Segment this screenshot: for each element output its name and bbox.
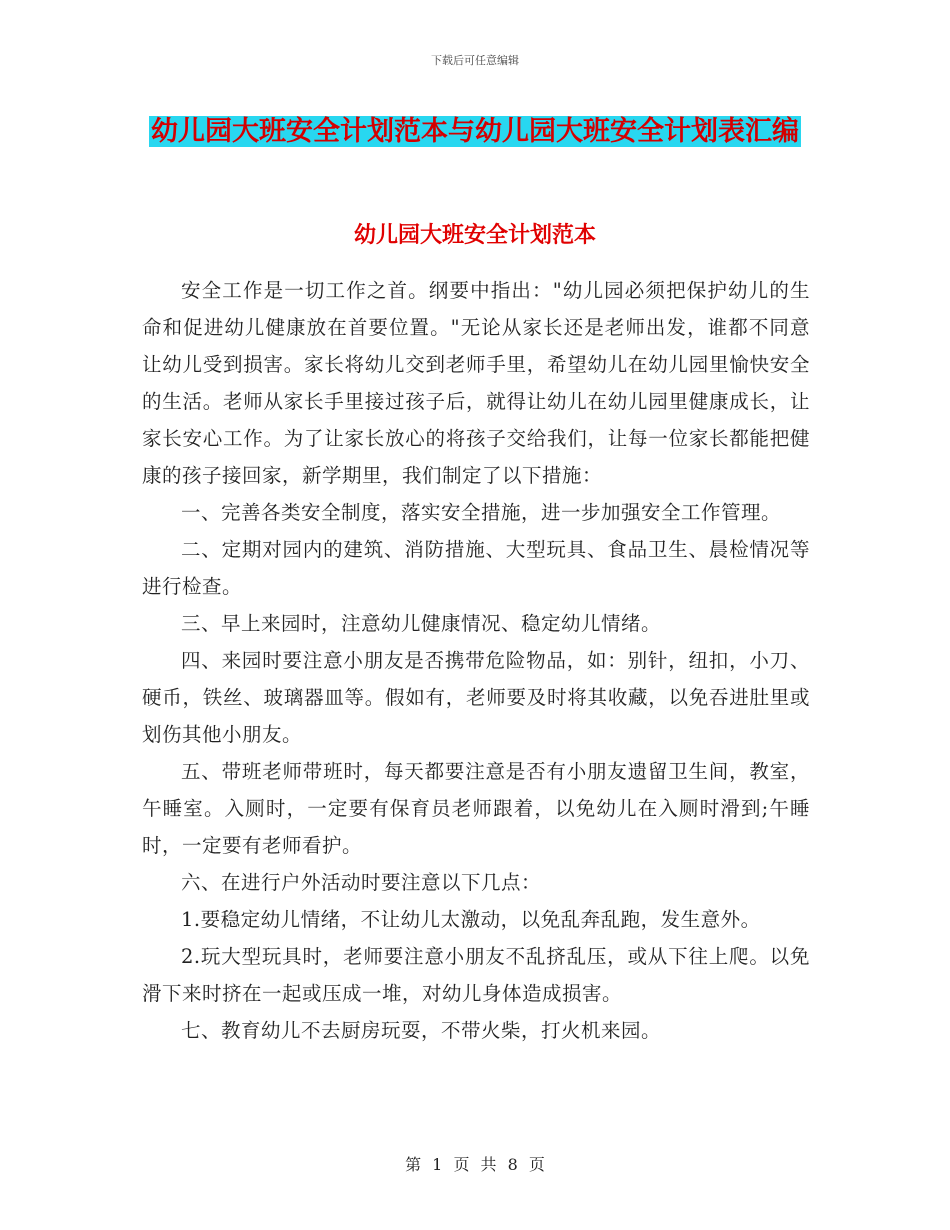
paragraph-item-5: 五、带班老师带班时，每天都要注意是否有小朋友遗留卫生间，教室，午睡室。入厕时，一定要有保育员老师跟着，以免幼儿在入厕时滑到;午睡时，一定要有老师看护。 [142, 760, 810, 857]
header-note: 下载后可任意编辑 [431, 54, 519, 67]
document-title [140, 108, 810, 156]
paragraph-item-3: 三、早上来园时，注意幼儿健康情况、稳定幼儿情绪。 [181, 612, 662, 635]
document-body [142, 272, 810, 1049]
paragraph-subitem-2: 2.玩大型玩具时，老师要注意小朋友不乱挤乱压，或从下往上爬。以免滑下来时挤在一起或压成一堆，对幼儿身体造成损害。 [142, 945, 810, 1005]
paragraph-item-4: 四、来园时要注意小朋友是否携带危险物品，如：别针，纽扣，小刀、硬币，铁丝、玻璃器皿等。假如有，老师要及时将其收藏，以免吞进肚里或划伤其他小朋友。 [142, 649, 810, 746]
paragraph-item-6: 六、在进行户外活动时要注意以下几点： [181, 871, 542, 894]
paragraph-subitem-1: 1.要稳定幼儿情绪，不让幼儿太激动，以免乱奔乱跑，发生意外。 [181, 908, 761, 931]
section-title: 幼儿园大班安全计划范本 [353, 223, 596, 248]
page-footer: 第 1 页 共 8 页 [405, 1155, 545, 1174]
paragraph-intro: 安全工作是一切工作之首。纲要中指出："幼儿园必须把保护幼儿的生命和促进幼儿健康放在首要位置。"无论从家长还是老师出发，谁都不同意让幼儿受到损害。家长将幼儿交到老师手里，希望幼儿在幼儿园里愉快安全的生活。老师从家长手里接过孩子后，就得让幼儿在幼儿园里健康成长，让家长安心工作。为了让家长放心的将孩子交给我们，让每一位家长都能把健康的孩子接回家，新学期里，我们制定了以下措施： [142, 279, 810, 487]
paragraph-item-2: 二、定期对园内的建筑、消防措施、大型玩具、食品卫生、晨检情况等进行检查。 [142, 538, 810, 598]
paragraph-item-7: 七、教育幼儿不去厨房玩耍，不带火柴，打火机来园。 [181, 1019, 662, 1042]
paragraph-item-1: 一、完善各类安全制度，落实安全措施，进一步加强安全工作管理。 [181, 501, 782, 524]
document-title-text: 幼儿园大班安全计划范本与幼儿园大班安全计划表汇编 [151, 116, 799, 147]
